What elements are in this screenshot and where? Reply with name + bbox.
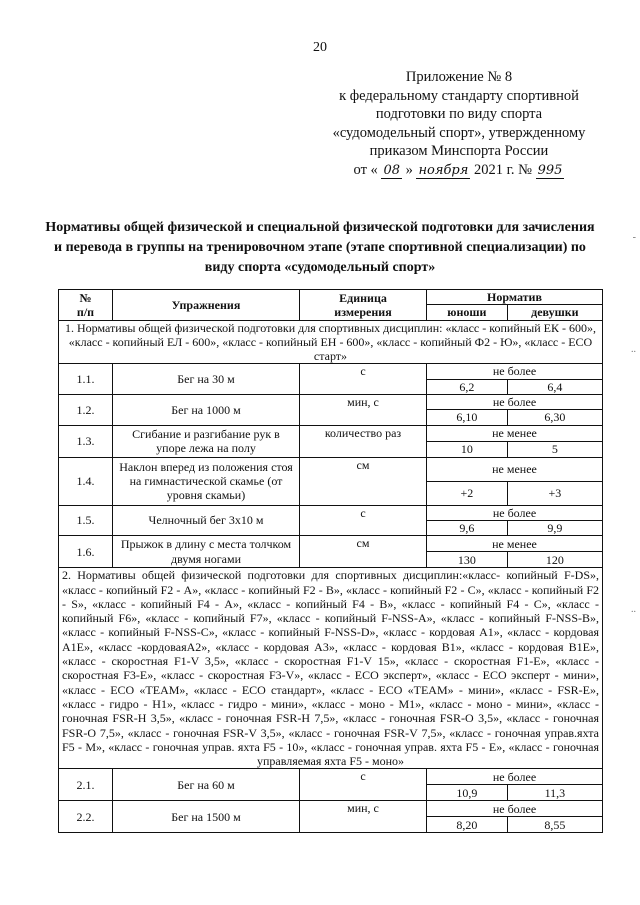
row-boys-value: 8,20	[427, 817, 508, 833]
row-unit: мин, с	[300, 395, 427, 426]
header-boys: юноши	[427, 305, 508, 320]
header-norm: Норматив	[427, 290, 603, 305]
row-exercise: Бег на 1500 м	[113, 801, 300, 833]
row-girls-value: +3	[507, 481, 602, 505]
row-girls-value: 6,30	[507, 410, 602, 425]
row-condition: не более	[427, 505, 603, 520]
row-boys-value: 9,6	[427, 520, 508, 535]
edge-mark: ..	[631, 344, 636, 355]
date-mid: »	[405, 161, 413, 178]
row-boys-value: 6,2	[427, 379, 508, 394]
appendix-line: к федеральному стандарту спортивной	[339, 87, 579, 104]
row-condition: не более	[427, 395, 603, 410]
row-boys-value: +2	[427, 481, 508, 505]
row-exercise: Челночный бег 3х10 м	[113, 505, 300, 536]
section-row	[59, 320, 603, 364]
table-row	[59, 457, 603, 481]
row-girls-value: 6,4	[507, 379, 602, 394]
row-unit: с	[300, 505, 427, 536]
row-number: 1.5.	[59, 505, 113, 536]
appendix-line: подготовки по виду спорта	[375, 106, 543, 122]
row-exercise: Бег на 1000 м	[113, 395, 300, 426]
row-girls-value: 5	[507, 441, 602, 457]
document-title: Нормативы общей физической и специальной физической подготовки для зачисления и перевода в группы на тренировочном этапе (этапе спортивной специализации) по виду спорта «судомодельный спорт»	[45, 220, 595, 275]
row-number: 2.2.	[59, 801, 113, 833]
row-girls-value: 9,9	[507, 520, 602, 535]
row-unit: с	[300, 364, 427, 395]
header-num: № п/п	[59, 290, 113, 321]
row-number: 1.6.	[59, 536, 113, 568]
row-condition: не более	[427, 364, 603, 379]
row-number: 1.1.	[59, 364, 113, 395]
header-exercise: Упражнения	[113, 290, 300, 321]
handwritten-day: 08	[383, 162, 400, 178]
row-number: 1.2.	[59, 395, 113, 426]
table-header-row	[59, 290, 603, 305]
row-unit: мин, с	[300, 801, 427, 833]
section-1-title: 1. Нормативы общей физической подготовки для спортивных дисциплин: «класс - копийный ЕК - 600», «класс - копийный ЕЛ - 600», «класс - копийный ЕН - 600», «класс - копийный Ф2 - Ю», «класс - ЕСО старт»	[59, 320, 603, 364]
page-number: 20	[313, 40, 327, 55]
table-row	[59, 505, 603, 520]
appendix-title: Приложение № 8	[405, 69, 513, 85]
row-number: 1.4.	[59, 457, 113, 505]
row-boys-value: 10	[427, 441, 508, 457]
section-2-title: 2. Нормативы общей физической подготовки для спортивных дисциплин:«класс- копийный F-DS», «класс - копийный F2 - А», «класс - копийный F2 - В», «класс - копийный F2 - С», «класс - копийный F2 - S», «класс - копийный F4 - А», «класс - копийный F4 - В», «класс - копийный F4 - С», «класс - копийный F6», «класс - копийный F7», «класс - копийный F-NSS-A», «класс - копийный F-NSS-B», «класс - копийный F-NSS-C», «класс - копийный F-NSS-D», «класс - кордовая А1», «класс - кордовая А1Е», «класс -кордоваяА2», «класс - кордовая А3», «класс - кордовая В1», «класс - кордовая В1Е», «класс - скоростная F1-V 3,5», «класс - скоростная F1-V 15», «класс - скоростная F1-E», «класс - скоростная F3-E», «класс - скоростная F3-V», «класс - ЕСО эксперт», «класс - ЕСО эксперт - мини», «класс - ЕСО «TEAM», «класс - ЕСО стандарт», «класс - ЕСО «TEAM» - мини», «класс - FSR-E», «класс - гидро - H1», «класс - гидро - мини», «класс - моно - M1», «класс - моно - мини», «класс - гоночная FSR-H 3,5», «класс - гоночная FSR-H 7,5», «класс - гоночная FSR-O 3,5», «класс - гоночная FSR-O 7,5», «класс - гоночная FSR-V 3,5», «класс - гоночная FSR-V 7,5», «класс - гоночная управ.яхта F5 - M», «класс - гоночная управ. яхта F5 - 10», «класс - гоночная управ. яхта F5 - E», «класс - гоночная управляемая яхта F5 - моно»	[59, 568, 603, 769]
row-girls-value: 120	[507, 552, 602, 568]
row-boys-value: 10,9	[427, 785, 508, 801]
appendix-line: «судомодельный спорт», утвержденному	[332, 124, 586, 141]
row-condition: не менее	[427, 536, 603, 552]
row-number: 1.3.	[59, 425, 113, 457]
row-boys-value: 6,10	[427, 410, 508, 425]
row-unit: количество раз	[300, 425, 427, 457]
row-unit: с	[300, 769, 427, 801]
appendix-block	[314, 68, 604, 180]
handwritten-order-number: 995	[537, 162, 563, 178]
table-row	[59, 364, 603, 379]
row-number: 2.1.	[59, 769, 113, 801]
edge-mark: -	[632, 232, 636, 243]
row-exercise: Бег на 30 м	[113, 364, 300, 395]
edge-mark: ..	[631, 604, 636, 615]
row-condition: не более	[427, 801, 603, 817]
row-exercise: Прыжок в длину с места толчком двумя ногами	[113, 536, 300, 568]
row-condition: не менее	[427, 425, 603, 441]
table-row	[59, 395, 603, 410]
row-girls-value: 8,55	[507, 817, 602, 833]
row-condition: не менее	[427, 457, 603, 481]
row-exercise: Сгибание и разгибание рук в упоре лежа на полу	[113, 425, 300, 457]
table-row	[59, 801, 603, 817]
row-unit: см	[300, 457, 427, 505]
section-row	[59, 568, 603, 769]
row-exercise: Наклон вперед из положения стоя на гимнастической скамье (от уровня скамьи)	[113, 457, 300, 505]
date-prefix: от «	[353, 161, 378, 178]
header-girls: девушки	[507, 305, 602, 320]
table-row	[59, 769, 603, 785]
date-year: 2021 г. №	[473, 161, 533, 178]
handwritten-month: ноября	[418, 162, 469, 178]
order-date-line	[314, 161, 604, 181]
table-row	[59, 425, 603, 441]
table-row	[59, 536, 603, 552]
row-girls-value: 11,3	[507, 785, 602, 801]
row-unit: см	[300, 536, 427, 568]
row-exercise: Бег на 60 м	[113, 769, 300, 801]
norms-table	[58, 289, 603, 833]
header-unit: Единица измерения	[300, 290, 427, 321]
appendix-line: приказом Минспорта России	[369, 143, 549, 159]
row-boys-value: 130	[427, 552, 508, 568]
row-condition: не более	[427, 769, 603, 785]
